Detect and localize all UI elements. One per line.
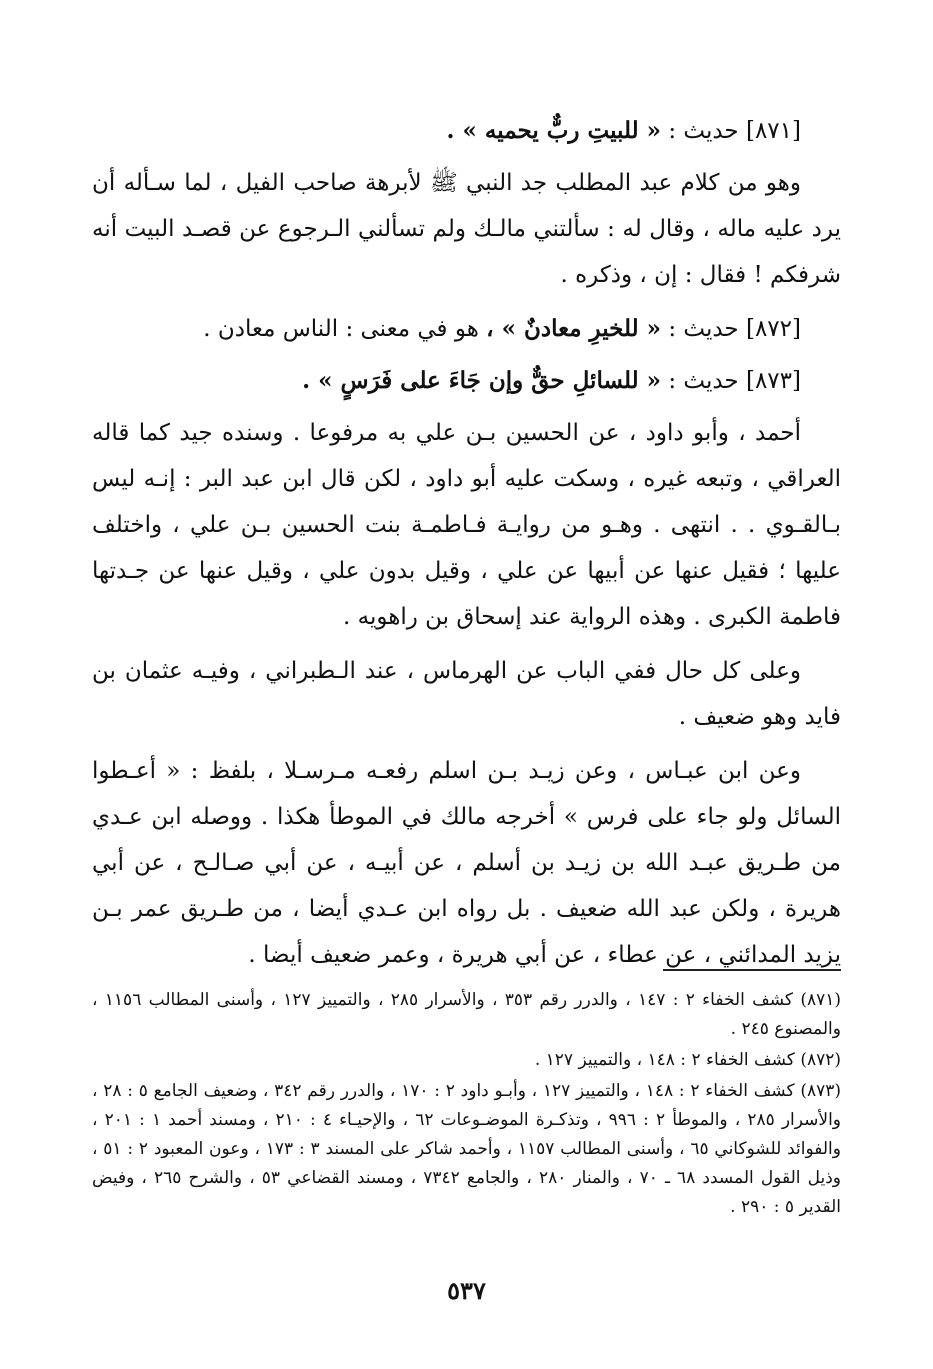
entry-label: حديث : — [668, 316, 739, 342]
hadith-entry-871 — [92, 108, 841, 154]
footnote-number: (٨٧١) — [800, 990, 841, 1010]
footnote-number: (٨٧٣) — [800, 1081, 841, 1101]
paragraph: أحمد ، وأبو داود ، عن الحسين بـن علي به مرفوعا . وسنده جيد كما قاله العراقي ، وتبعه غيره ، وسكت عليه أبو داود ، لكن قال ابن عبد البر : إنـه ليس بـالقـوي . . انتهى . وهـو من روايـة فـاطمـة بنت الحسين بـن علي ، واختلف عليها ؛ فقيل عنها عن أبيها عن علي ، وقيل بدون علي ، وقيل عنها عن جـدتها فاطمة الكبرى . وهذه الرواية عند إسحاق بن راهويه . — [92, 420, 841, 630]
footnote-text: كشف الخفاء ٢ : ١٤٨ ، والتمييز ١٢٧ ، وأبـو داود ٢ : ١٧٠ ، والدرر رقم ٣٤٢ ، وضعيف الجامع ٥ : ٢٨ ، والأسرار ٢٨٥ ، والموطأ ٢ : ٩٩٦ ، وتذكـرة الموضـوعات ٦٢ ، والإحيـاء ٤ : ٢١٠ ، ومسند أحمد ١ : ٢٠١ ، والفوائد للشوكاني ٦٥ ، وأسنى المطالب ١١٥٧ ، وأحمد شاكر على المسند ٣ : ١٧٣ ، وعون المعبود ٢ : ٥١ ، وذيل القول المسدد ٦٨ ـ ٧٠ ، والمنار ٢٨٠ ، والجامع ٧٣٤٢ ، ومسند القضاعي ٥٣ ، والشرح ٢٦٥ ، وفيض القدير ٥ : ٢٩٠ . — [92, 1081, 842, 1217]
entry-number: [٨٧١] — [745, 118, 801, 144]
entry-label: حديث : — [668, 368, 739, 394]
footnote-872 — [92, 1046, 841, 1075]
hadith-text: « للخيرِ معادنٌ » ، — [486, 315, 661, 342]
footnote-number: (٨٧٢) — [800, 1050, 841, 1070]
hadith-entry-873 — [92, 358, 841, 404]
entry-number: [٨٧٢] — [745, 316, 801, 342]
footnote-text: كشف الخفاء ٢ : ١٤٨ ، والتمييز ١٢٧ . — [534, 1050, 795, 1070]
page-number: ٥٣٧ — [447, 1276, 486, 1305]
entry-comment: هو في معنى : الناس معادن . — [203, 316, 479, 342]
footnote-871 — [92, 986, 841, 1044]
entry-label: حديث : — [668, 118, 739, 144]
hadith-text: « للبيتِ ربٌّ يحميه » . — [446, 117, 661, 144]
footnote-text: كشف الخفاء ٢ : ١٤٧ ، والدرر رقم ٣٥٣ ، والأسرار ٢٨٥ ، والتمييز ١٢٧ ، وأسنى المطالب ١١٥٦ ، والمصنوع ٢٤٥ . — [92, 990, 841, 1039]
paragraph: وعن ابن عبـاس ، وعن زيـد بـن اسلم رفعـه مـرسـلا ، بلفظ : « أعـطوا السائل ولو جاء على فرس » أخرجه مالك في الموطأ هكذا . ووصله ابن عـدي من طـريق عبـد الله بن زيـد بن أسلم ، عن أبيـه ، عن أبي صـالـح ، عن أبي هريرة ، ولكن عبد الله ضعيف . بل رواه ابن عـدي أيضا ، من طـريق عمر بـن يزيد المدائني ، عن عطاء ، عن أبي هريرة ، وعمر ضعيف أيضا . — [92, 758, 841, 968]
footnotes — [92, 986, 841, 1224]
main-text — [92, 108, 841, 986]
hadith-text: « للسائلِ حقٌّ وإن جَاءَ على فَرَسٍ » . — [302, 367, 661, 394]
paragraph: وعلى كل حال ففي الباب عن الهرماس ، عند الـطبراني ، وفيـه عثمان بن فايد وهو ضعيف . — [92, 658, 841, 730]
footnote-divider — [663, 969, 841, 971]
hadith-entry-872 — [92, 306, 841, 352]
footnote-873 — [92, 1077, 841, 1222]
entry-number: [٨٧٣] — [745, 368, 801, 394]
paragraph: وهو من كلام عبد المطلب جد النبي ﷺ لأبرهة صاحب الفيل ، لما سـأله أن يرد عليه ماله ، وقال له : سألتني مالـك ولم تسألني الـرجوع عن قصـد البيت أنه شرفكم ! فقال : إن ، وذكره . — [92, 170, 841, 288]
